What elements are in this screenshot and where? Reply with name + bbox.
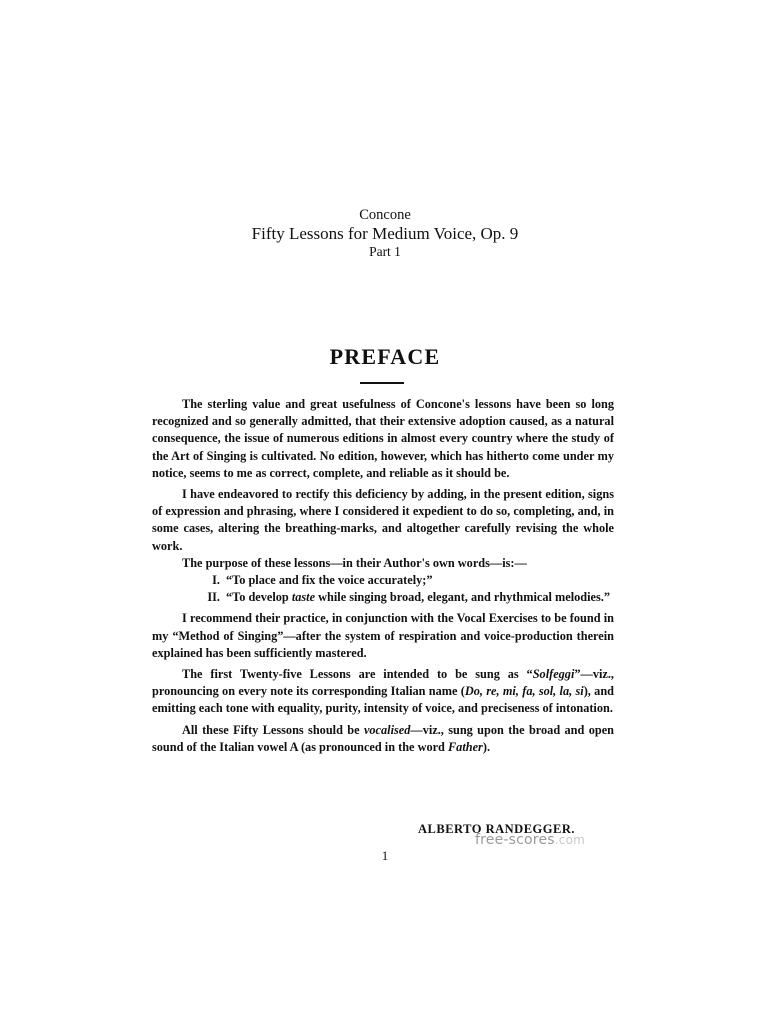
preface-body xyxy=(152,396,614,756)
list-item xyxy=(152,589,614,606)
list-number: II. xyxy=(207,590,220,605)
part-label: Part 1 xyxy=(369,244,401,259)
list-text: “To place and fix the voice accurately;” xyxy=(226,573,433,588)
page-number: 1 xyxy=(381,848,389,863)
paragraph-purpose: The purpose of these lessons—in their Author's own words—is:— xyxy=(182,555,527,570)
list-text: “To develop taste while singing broad, elegant, and rhythmical melodies.” xyxy=(226,590,610,605)
work-title: Fifty Lessons for Medium Voice, Op. 9 xyxy=(251,224,519,243)
signature: ALBERTO RANDEGGER. xyxy=(418,822,575,836)
preface-heading: PREFACE xyxy=(329,344,441,369)
paragraph-solfeggi: The first Twenty-five Lessons are intended to be sung as “Solfeggi”—viz., pronouncing on every note its corresponding Italian name (Do, re, mi, fa, sol, la, si), and emitting each tone with equality, purity, intensity of voice, and preciseness of intonation. xyxy=(152,667,614,716)
heading-rule xyxy=(360,382,404,384)
watermark: free-scores.com xyxy=(475,832,586,848)
paragraph-recommend: I recommend their practice, in conjunction with the Vocal Exercises to be found in my “Method of Singing”—after the system of respiration and voice-production therein explained has been sufficiently mastered. xyxy=(152,611,614,660)
composer-name: Concone xyxy=(359,207,411,223)
paragraph-intro: The sterling value and great usefulness of Concone's lessons have been so long recognized and so generally admitted, that their extensive adoption caused, as a natural consequence, the issue of numerous editions in almost every country where the study of the Art of Singing is cultivated. No edition, however, which has hitherto come under my notice, seems to me as correct, complete, and reliable as it should be. xyxy=(152,397,614,480)
paragraph-vocalised: All these Fifty Lessons should be vocalised—viz., sung upon the broad and open sound of the Italian vowel A (as pronounced in the word Father). xyxy=(152,722,614,754)
emphasis-taste: taste xyxy=(291,590,316,605)
list-item xyxy=(152,572,614,589)
list-number: I. xyxy=(212,573,220,588)
paragraph-rectify: I have endeavored to rectify this deficiency by adding, in the present edition, signs of expression and phrasing, where I considered it expedient to do so, completing, and, in some cases, altering the breathing-marks, and altogether carefully revising the whole work. xyxy=(152,487,614,553)
document-page xyxy=(144,182,626,868)
